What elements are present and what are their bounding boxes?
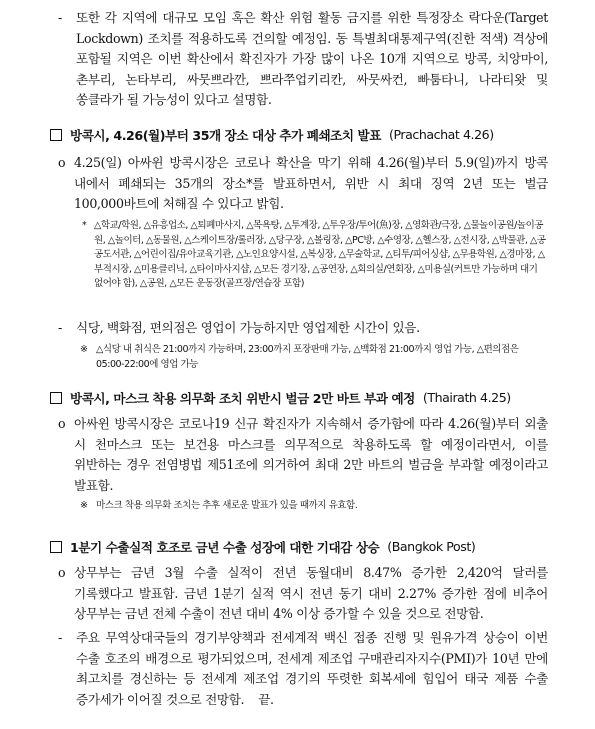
heading-source: (Bangkok Post) [387, 539, 476, 554]
intro-bullet-text: 또한 각 지역에 대규모 모임 혹은 확산 위험 활동 금지를 위한 특정장소 락다운(Target Lockdown) 조치를 적용하도록 건의할 예정임. 동 특별최대통제구역(진한 적색) 격상에 포함될 지역은 이번 확산에서 확진자가 가장 많이 나온 10개 지역으로 방콕, 치앙마이, 촌부리, 논타부리, 싸뭇쁘라깐, 쁘라쭈업키리칸, 싸뭇싸컨, 빠툼타니, 나라티왓 및 쏭클라가 될 가능성이 있다고 설명함. [76, 10, 548, 107]
checkbox-icon [50, 129, 62, 141]
o-marker: o [58, 416, 66, 431]
mask-reference-text: 마스크 착용 의무화 조치는 추후 새로운 발표가 있을 때까지 유효함. [96, 500, 358, 511]
export-background-body: 주요 무역상대국들의 경기부양책과 전세계적 백신 접종 진행 및 원유가격 상승이 이번 수출 호조의 배경으로 평가되었으며, 전세계 제조업 구매관리자지수(PMI)가 10년 만에 최고치를 경신하는 등 전세계 제조업 경기의 뚜렷한 회복세에 힘입어 태국 제품 수출 증가세가 이어질 것으로 전망함. [76, 630, 548, 707]
heading-source: (Thairath 4.25) [422, 390, 511, 405]
heading-source: (Prachachat 4.26) [388, 127, 494, 142]
closure-places-list: △학교/학원, △유흥업소, △퇴폐마사지, △목욕탕, △투계장, △투우장/투어(魚)장, △영화관/극장, △물놀이공원/놀이공원, △놀이터, △동물원, △스케이트장/롤러장, △당구장, △볼링장, △PC방, △수영장, △헬스장, △전시장, △박물관, △공공도서관, △어린이집/유아교육기관, △노인요양시설, △복싱장, △무술학교, △티투/피어싱샵, △무용학원, △경마장, △부적시장, △미용클리닉, △타이마사지샵, △모든 경기장, △공연장, △회의실/연회장, △미용실(커트만 가능하며 대기 없어야 함), △공원, △모든 운동장(골프장/연습장 포함) [94, 220, 546, 290]
dash-marker: - [58, 10, 62, 25]
heading-title: 방콕시, 마스크 착용 의무화 조치 위반시 벌금 2만 바트 부과 예정 [70, 391, 415, 406]
section-heading-export [50, 537, 475, 556]
heading-title: 1분기 수출실적 호조로 금년 수출 성장에 대한 기대감 상승 [70, 540, 380, 555]
dash-marker: - [58, 320, 62, 335]
export-paragraph-text: 상무부는 금년 3월 수출 실적이 전년 동월대비 8.47% 증가한 2,420억 달러를 기록했다고 발표함. 금년 1분기 실적 역시 전년 동기 대비 2.27% 증가한 점에 비추어 상무부는 금년 전체 수출이 전년 대비 4% 이상 증가할 수 있을 것으로 전망함. [74, 565, 548, 621]
o-marker: o [58, 155, 66, 170]
restaurant-bullet-text: 식당, 백화점, 편의점은 영업이 가능하지만 영업제한 시간이 있음. [76, 320, 420, 335]
closure-paragraph-text: 4.25(일) 아싸윈 방콕시장은 코로나 확산을 막기 위해 4.26(월)부터 5.9(일)까지 방콕 내에서 폐쇄되는 35개의 장소*를 발표하면서, 위반 시 최대 징역 2년 또는 벌금 100,000바트에 처해질 수 있다고 밝힘. [74, 155, 548, 211]
mask-paragraph-text: 아싸윈 방콕시장은 코로나19 신규 확진자가 지속해서 증가함에 따라 4.26(월)부터 외출 시 천마스크 또는 보건용 마스크를 의무적으로 착용하도록 할 예정이라면서, 이를 위반하는 경우 전염병법 제51조에 의거하여 최대 2만 바트의 벌금을 부과할 예정이라고 발표함. [74, 416, 548, 493]
section-heading-mask [50, 388, 511, 407]
checkbox-icon [50, 541, 62, 553]
reference-marker: ※ [80, 344, 88, 355]
dash-marker: - [58, 630, 62, 645]
checkbox-icon [50, 392, 62, 404]
export-background-text [76, 628, 548, 710]
reference-marker: ※ [80, 500, 88, 511]
o-marker: o [58, 565, 66, 580]
heading-title: 방콕시, 4.26(월)부터 35개 장소 대상 추가 폐쇄조치 발표 [70, 128, 381, 143]
end-mark: 끝. [258, 691, 274, 707]
asterisk-marker: * [82, 220, 87, 231]
hours-reference-text: △식당 내 취식은 21:00까지 가능하며, 23:00까지 포장판매 가능, △백화점 21:00까지 영업 가능, △편의점은 05:00-22:00에 영업 가능 [96, 344, 519, 370]
section-heading-closure [50, 125, 494, 144]
